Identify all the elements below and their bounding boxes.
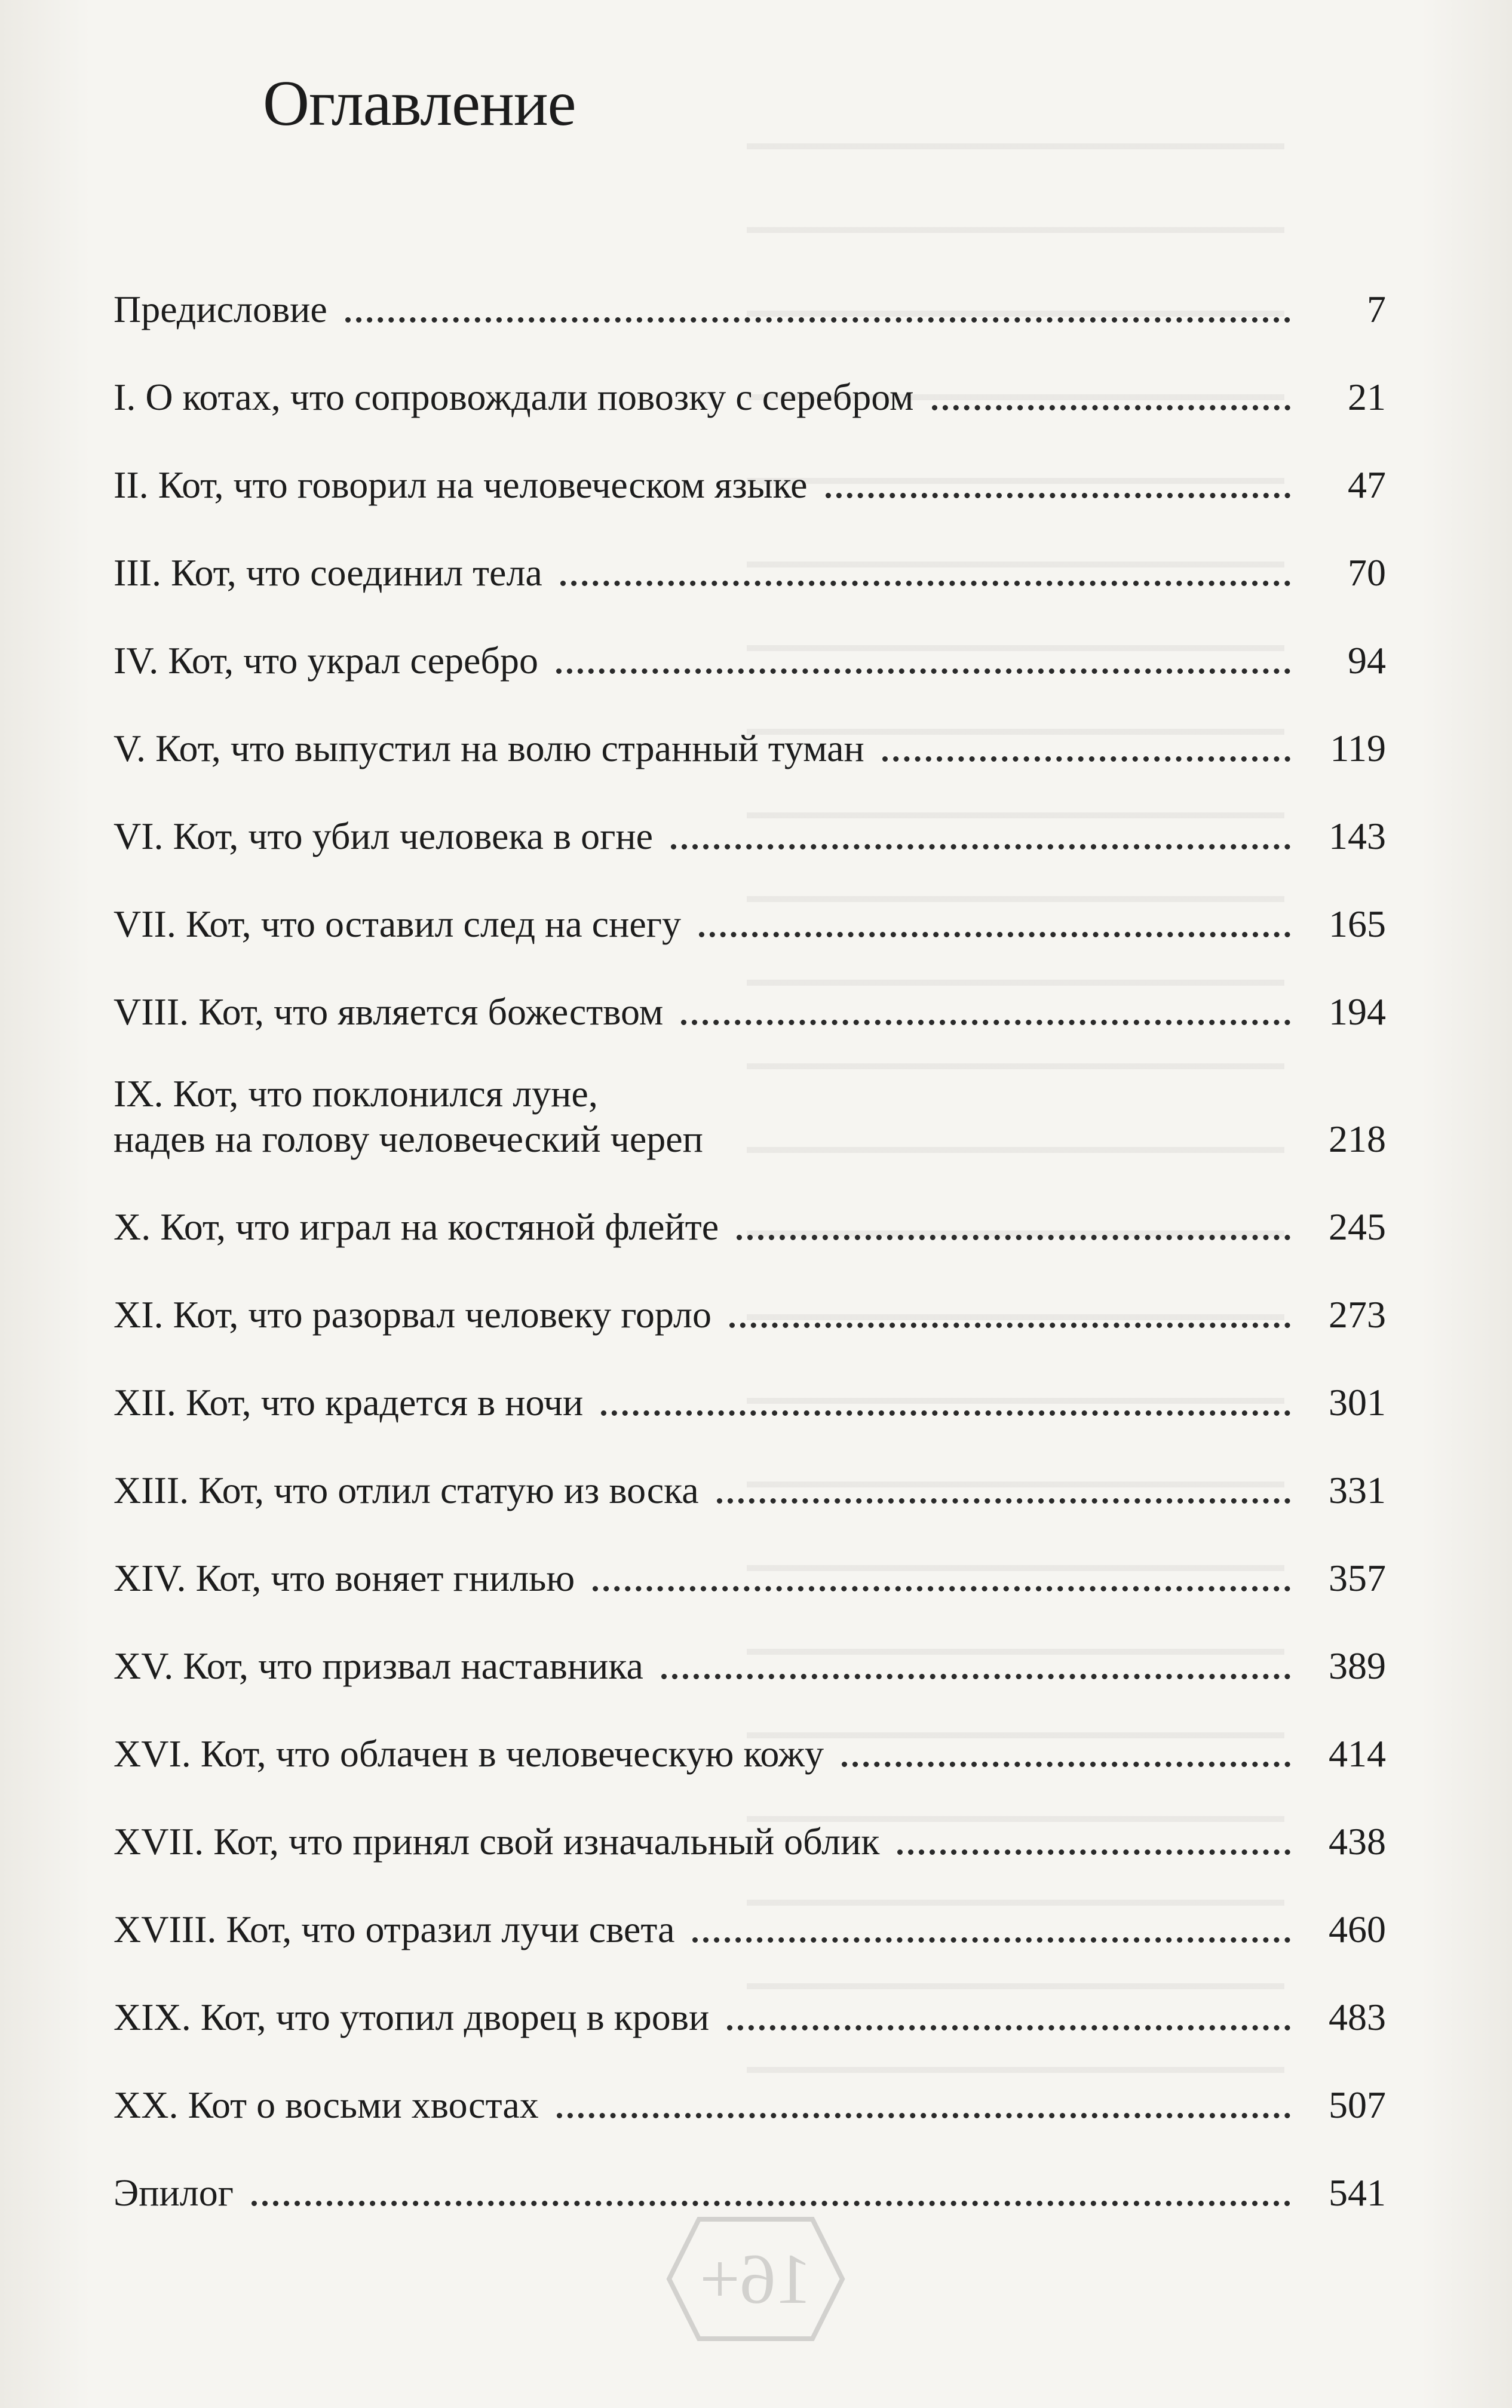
toc-entry	[114, 550, 1386, 596]
dot-leader	[671, 844, 1290, 849]
toc-entry	[114, 1819, 1386, 1864]
toc-entry-title: VII. Кот, что оставил след на снегу	[114, 903, 681, 945]
toc-page-number: 541	[1329, 2171, 1386, 2214]
toc-page-number: 414	[1329, 1732, 1386, 1775]
toc-page-number: 7	[1367, 288, 1386, 330]
toc-page-number: 507	[1329, 2084, 1386, 2126]
toc-entry-title: VIII. Кот, что является божеством	[114, 990, 664, 1033]
dot-leader	[932, 405, 1290, 410]
dot-leader	[727, 2025, 1290, 2030]
dot-leader	[897, 1849, 1290, 1855]
toc-page-number: 119	[1330, 727, 1386, 769]
toc-entry	[114, 1204, 1386, 1250]
toc-entry	[114, 726, 1386, 771]
toc-page-number: 165	[1329, 903, 1386, 945]
toc-entry	[114, 2170, 1386, 2216]
toc-page-number: 21	[1348, 376, 1386, 418]
dot-leader	[699, 932, 1290, 937]
toc-entry-title-line1: IX. Кот, что поклонился луне,	[114, 1072, 598, 1115]
toc-page-number: 331	[1329, 1469, 1386, 1511]
dot-leader	[345, 317, 1290, 323]
toc-page-number: 483	[1329, 1996, 1386, 2038]
dot-leader	[826, 493, 1290, 498]
toc-entry-title: X. Кот, что играл на костяной флейте	[114, 1205, 719, 1248]
toc-page-number: 70	[1348, 551, 1386, 594]
toc-entry-title: IV. Кот, что украл серебро	[114, 639, 538, 682]
toc-entry-title: XVI. Кот, что облачен в человеческую кожу	[114, 1732, 824, 1775]
dot-leader	[661, 1674, 1290, 1679]
dot-leader	[681, 1020, 1290, 1025]
toc-page-number: 460	[1329, 1908, 1386, 1950]
toc-page-number: 47	[1348, 464, 1386, 506]
toc-page-number: 389	[1329, 1645, 1386, 1687]
toc-entry	[114, 375, 1386, 420]
toc-entry	[114, 901, 1386, 947]
dot-leader	[729, 1323, 1290, 1328]
toc-entry	[114, 1292, 1386, 1338]
toc-entry-title-line2: надев на голову человеческий череп	[114, 1118, 703, 1160]
toc-entry	[114, 1468, 1386, 1513]
toc-entry	[114, 1907, 1386, 1952]
table-of-contents	[114, 287, 1386, 2258]
age-rating-badge	[666, 2213, 845, 2345]
toc-entry	[114, 1731, 1386, 1777]
toc-page-number: 94	[1348, 639, 1386, 682]
toc-entry	[114, 462, 1386, 508]
dot-leader	[721, 1147, 1290, 1152]
toc-entry-title: XVIII. Кот, что отразил лучи света	[114, 1908, 675, 1950]
toc-entry-title: XII. Кот, что крадется в ночи	[114, 1381, 584, 1424]
toc-entry	[114, 638, 1386, 683]
dot-leader	[692, 1937, 1290, 1943]
toc-entry-title: III. Кот, что соединил тела	[114, 551, 542, 594]
toc-page-number: 301	[1329, 1381, 1386, 1424]
dot-leader	[737, 1235, 1290, 1240]
toc-entry-title: V. Кот, что выпустил на волю странный туман	[114, 727, 864, 769]
toc-entry-title: I. О котах, что сопровождали повозку с серебром	[114, 376, 914, 418]
toc-page-number: 438	[1329, 1820, 1386, 1863]
toc-entry-title: XIV. Кот, что воняет гнилью	[114, 1557, 575, 1599]
toc-page-number: 273	[1329, 1293, 1386, 1336]
toc-entry-title	[114, 1071, 703, 1162]
toc-entry	[114, 1995, 1386, 2040]
toc-page-number: 357	[1329, 1557, 1386, 1599]
dot-leader	[556, 668, 1290, 674]
toc-entry-title: XI. Кот, что разорвал человеку горло	[114, 1293, 711, 1336]
toc-entry	[114, 814, 1386, 859]
dot-leader	[557, 2113, 1290, 2118]
toc-entry	[114, 1071, 1386, 1162]
toc-entry-title: II. Кот, что говорил на человеческом языке	[114, 464, 808, 506]
dot-leader	[601, 1410, 1290, 1416]
dot-leader	[560, 581, 1290, 586]
dot-leader	[717, 1498, 1290, 1504]
toc-entry	[114, 1556, 1386, 1601]
dot-leader	[252, 2201, 1290, 2206]
toc-page-number: 143	[1329, 815, 1386, 857]
toc-entry	[114, 287, 1386, 332]
dot-leader	[842, 1762, 1290, 1767]
toc-entry-title: VI. Кот, что убил человека в огне	[114, 815, 653, 857]
toc-page-number: 245	[1329, 1205, 1386, 1248]
dot-leader	[882, 756, 1290, 762]
toc-entry-title: XVII. Кот, что принял свой изначальный облик	[114, 1820, 880, 1863]
toc-entry-title: XX. Кот о восьми хвостах	[114, 2084, 539, 2126]
toc-entry	[114, 1380, 1386, 1425]
toc-entry-title: Предисловие	[114, 288, 327, 330]
toc-entry-title: Эпилог	[114, 2171, 234, 2214]
dot-leader	[593, 1586, 1290, 1591]
toc-entry-title: XIII. Кот, что отлил статую из воска	[114, 1469, 699, 1511]
toc-entry	[114, 2082, 1386, 2128]
toc-page-number: 218	[1329, 1118, 1386, 1160]
toc-page-number: 194	[1329, 990, 1386, 1033]
toc-entry-title: XV. Кот, что призвал наставника	[114, 1645, 643, 1687]
page-title: Оглавление	[263, 68, 576, 139]
toc-entry	[114, 1643, 1386, 1689]
toc-entry-title: XIX. Кот, что утопил дворец в крови	[114, 1996, 710, 2038]
toc-entry	[114, 989, 1386, 1035]
age-rating-text: 16+	[700, 2239, 812, 2318]
